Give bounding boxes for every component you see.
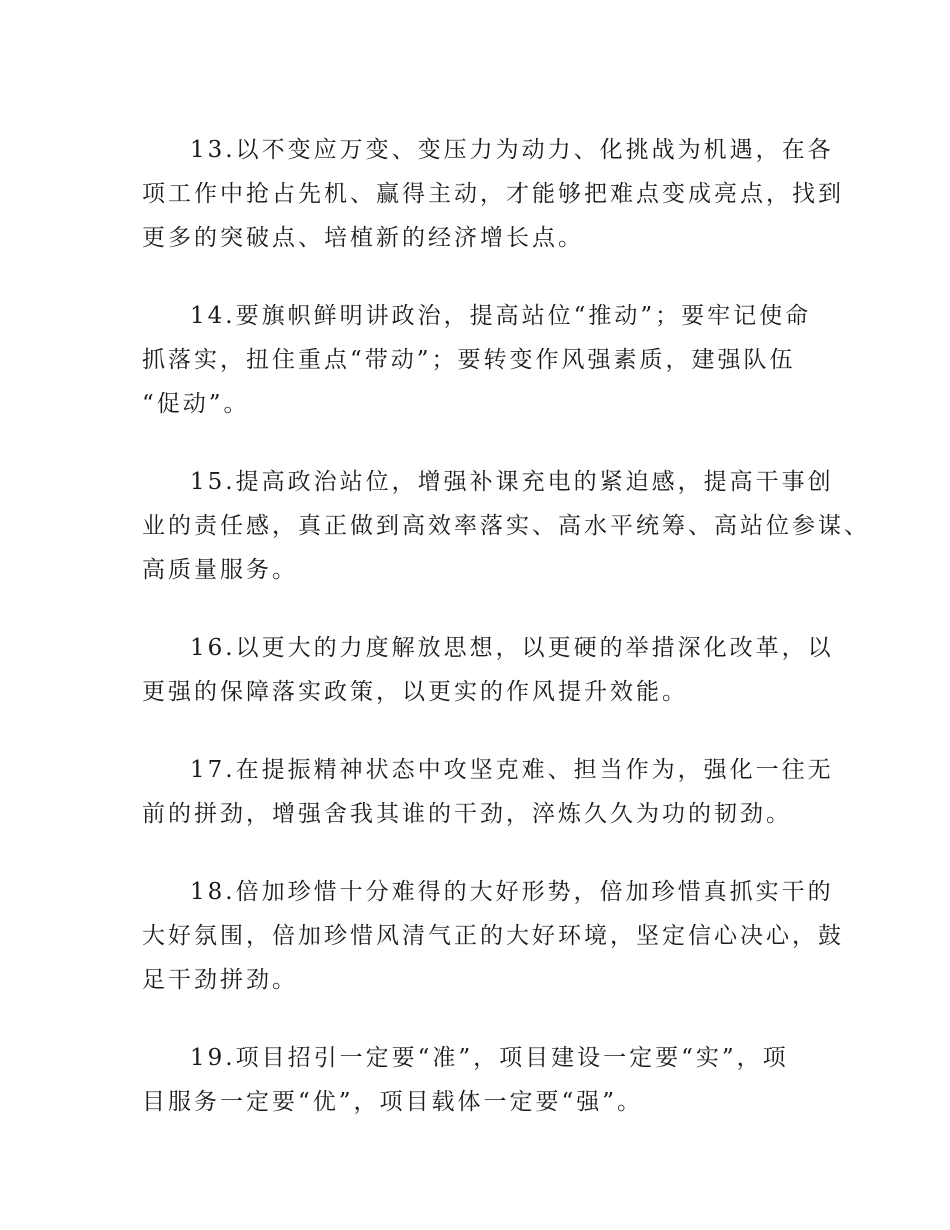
text-line: 抓落实，扭住重点“带动”；要转变作风强素质，建强队伍 (142, 347, 796, 373)
text-line: 更多的突破点、培植新的经济增长点。 (142, 225, 584, 251)
text-line: “促动”。 (142, 391, 250, 417)
paragraph-18 (142, 870, 842, 1002)
paragraph-16 (142, 626, 842, 714)
paragraph-19 (142, 1036, 842, 1124)
text-line: 17.在提振精神状态中攻坚克难、担当作为，强化一往无 (190, 757, 834, 783)
text-line: 项工作中抢占先机、赢得主动，才能够把难点变成亮点，找到 (142, 181, 844, 207)
text-line: 13.以不变应万变、变压力为动力、化挑战为机遇，在各 (190, 137, 834, 163)
text-line: 目服务一定要“优”，项目载体一定要“强”。 (142, 1089, 644, 1115)
text-line: 19.项目招引一定要“准”，项目建设一定要“实”，项 (190, 1045, 789, 1071)
text-line: 18.倍加珍惜十分难得的大好形势，倍加珍惜真抓实干的 (190, 879, 834, 905)
text-line: 15.提高政治站位，增强补课充电的紧迫感，提高干事创 (190, 469, 834, 495)
text-line: 前的拼劲，增强舍我其谁的干劲，淬炼久久为功的韧劲。 (142, 801, 792, 827)
text-line: 更强的保障落实政策，以更实的作风提升效能。 (142, 679, 688, 705)
paragraph-15 (142, 460, 870, 592)
text-line: 大好氛围，倍加珍惜风清气正的大好环境，坚定信心决心，鼓 (142, 923, 844, 949)
text-line: 高质量服务。 (142, 557, 298, 583)
text-line: 业的责任感，真正做到高效率落实、高水平统筹、高站位参谋、 (142, 513, 870, 539)
text-line: 14.要旗帜鲜明讲政治，提高站位“推动”；要牢记使命 (190, 303, 812, 329)
document-body (142, 128, 870, 1158)
paragraph-14 (142, 294, 842, 426)
text-line: 足干劲拼劲。 (142, 967, 298, 993)
text-line: 16.以更大的力度解放思想，以更硬的举措深化改革，以 (190, 635, 834, 661)
paragraph-17 (142, 748, 842, 836)
paragraph-13 (142, 128, 842, 260)
